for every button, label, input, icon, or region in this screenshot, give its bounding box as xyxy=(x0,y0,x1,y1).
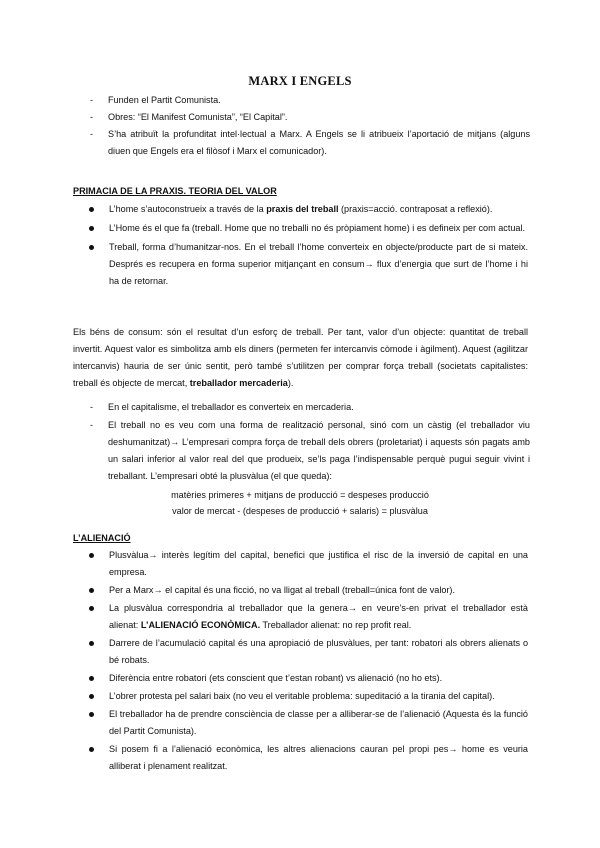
dash-marker: - xyxy=(90,420,94,430)
document-title: MARX I ENGELS xyxy=(248,74,352,88)
dash-marker: - xyxy=(90,402,94,412)
text-post: ). xyxy=(287,378,294,388)
bullet-icon xyxy=(89,245,94,250)
list-item-text: El treball no es veu com una forma de realització personal, sinó com un càstig (el treballador viu deshumanitzat)→ L’empresari compra força de treball dels obrers (proletariat) i aquests són pagats amb un salari inferior al valor real del que produeix, se’ls paga l’indispensable perquè pugui seguir vivint i treballant. L’empresari obté la plusvàlua (el que queda): xyxy=(108,420,530,481)
list-item xyxy=(90,126,530,160)
list-item xyxy=(88,600,528,634)
dash-marker: - xyxy=(90,129,94,139)
text-bold: treballador mercaderia xyxy=(189,378,288,388)
list-item-text: Obres: “El Manifest Comunista”, “El Capital”. xyxy=(108,112,288,122)
dash-marker: - xyxy=(90,112,94,122)
list-item-text: S’ha atribuït la profunditat intel·lectual a Marx. A Engels se li atribueix l’aportació de mitjans (alguns diuen que Engels era el filòsof i Marx el comunicador). xyxy=(108,129,530,156)
list-item xyxy=(88,635,528,669)
intro-list xyxy=(90,92,530,160)
list-item xyxy=(88,688,528,705)
text-pre: L’home s’autoconstrueix a través de la xyxy=(109,204,267,214)
list-item-text: Darrere de l’acumulació capital és una apropiació de plusvàlues, per tant: robatori als obrers alienats o bé robats. xyxy=(109,638,528,665)
list-item-text: En el capitalisme, el treballador es converteix en mercaderia. xyxy=(108,402,354,412)
bullet-icon xyxy=(89,553,94,558)
list-item xyxy=(88,741,528,775)
list-item-text: Diferència entre robatori (ets conscient que t’estan robant) vs alienació (no ho ets). xyxy=(109,673,443,683)
list-item xyxy=(90,399,530,416)
text-pre: Els béns de consum: són el resultat d’un esforç de treball. Per tant, valor d’un objecte: quantitat de treball invertit. Aquest valor es simbolitza amb els diners (permeten fer intercanvis còmode i àgilment). Aquest (agilitzar intercanvis) hauria de ser únic sentit, però també s’utilitzen per comprar força treball (societats capitalistes: treball és objecte de mercat, xyxy=(73,327,528,388)
text-bold: praxis del treball xyxy=(266,204,339,214)
section-heading-praxis: PRIMACIA DE LA PRAXIS. TEORIA DEL VALOR xyxy=(73,186,277,196)
list-item xyxy=(90,417,530,485)
bullet-icon xyxy=(89,694,94,699)
list-item xyxy=(88,706,528,740)
bullet-icon xyxy=(89,676,94,681)
list-item-text: Funden el Partit Comunista. xyxy=(108,95,221,105)
list-item-text: El treballador ha de prendre consciència de classe per a alliberar-se de l’alienació (Aquesta és la funció del Partit Comunista). xyxy=(109,709,528,736)
list-item-text: L’obrer protesta pel salari baix (no veu el veritable problema: supeditació a la tirania del capital). xyxy=(109,691,495,701)
dash-marker: - xyxy=(90,95,94,105)
bullet-icon xyxy=(89,207,94,212)
bullet-icon xyxy=(89,747,94,752)
bullet-icon xyxy=(89,588,94,593)
formula-surplus-value: valor de mercat - (despeses de producció + salaris) = plusvàlua xyxy=(172,506,428,516)
list-item xyxy=(90,109,530,126)
alienacio-bullets xyxy=(88,547,528,775)
praxis-bullets xyxy=(88,201,528,290)
list-item-text: Plusvàlua→ interès legítim del capital, benefici que justifica el risc de la inversió de capital en una empresa. xyxy=(109,550,528,577)
text-post: Treballador alienat: no rep profit real. xyxy=(260,620,412,630)
list-item xyxy=(88,582,528,599)
list-item-text: Per a Marx→ el capital és una ficció, no va lligat al treball (treball=única font de valor). xyxy=(109,585,455,595)
list-item xyxy=(88,201,528,218)
list-item xyxy=(88,547,528,581)
text-bold: L’ALIENACIÓ ECONÒMICA. xyxy=(140,620,261,630)
list-item xyxy=(88,239,528,290)
capitalism-list xyxy=(90,399,530,485)
list-item xyxy=(88,670,528,687)
text-pre: La plusvàlua correspondria al treballador que la genera→ en veure’s-en privat el treballador està alienat: xyxy=(109,603,528,630)
list-item xyxy=(88,220,528,237)
bullet-icon xyxy=(89,641,94,646)
bullet-icon xyxy=(89,712,94,717)
section-heading-alienacio: L’ALIENACIÓ xyxy=(73,533,131,543)
list-item-text: Si posem fi a l’alienació econòmica, les altres alienacions cauran pel propi pes→ home es veuria alliberat i plenament realitzat. xyxy=(109,744,528,771)
paragraph-bens-consum xyxy=(73,324,528,392)
list-item xyxy=(90,92,530,109)
text-post: (praxis=acció. contraposat a reflexió). xyxy=(338,204,493,214)
formula-production-costs: matèries primeres + mitjans de producció = despeses producció xyxy=(171,490,429,500)
bullet-icon xyxy=(89,606,94,611)
list-item-text: L’Home és el que fa (treball. Home que no treballi no és pròpiament home) i es defineix per com actual. xyxy=(109,223,526,233)
list-item-text: Treball, forma d’humanitzar-nos. En el treball l’home converteix en objecte/producte part de si mateix. Després es recupera en forma superior mitjançant en consum→ flux d’energia que surt de l’home i hi ha de retornar. xyxy=(109,242,528,286)
bullet-icon xyxy=(89,226,94,231)
